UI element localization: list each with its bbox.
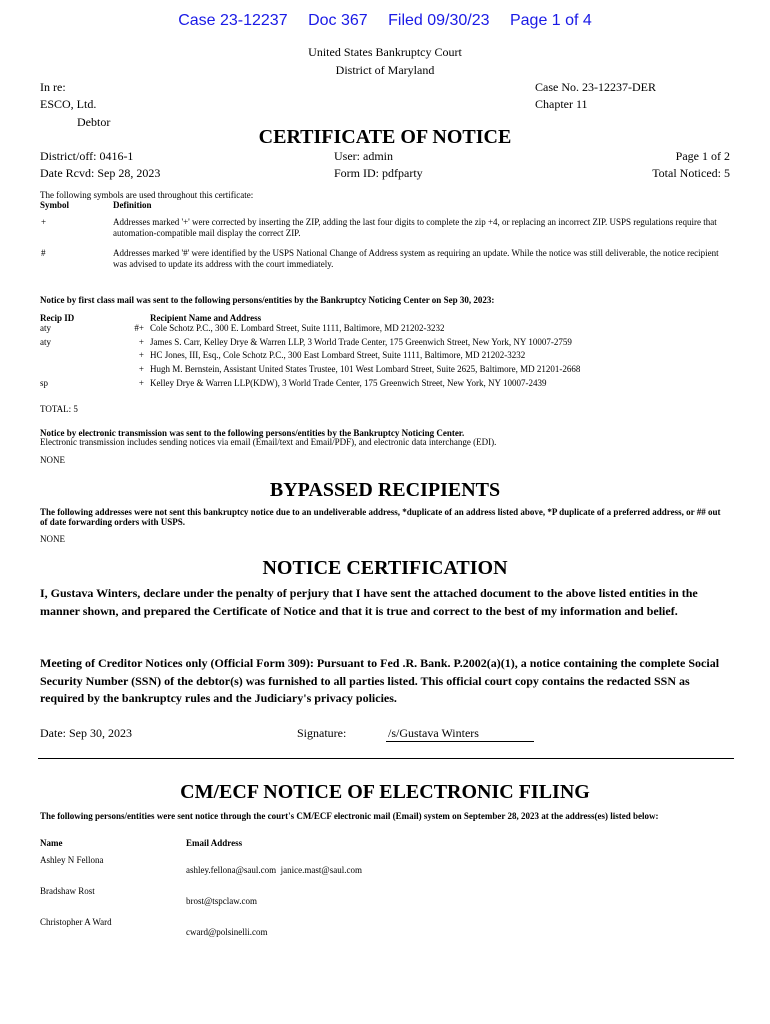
debtor-name: ESCO, Ltd. xyxy=(40,97,97,111)
stamp-page: Page 1 of 4 xyxy=(509,12,592,29)
stamp-filed: Filed 09/30/23 xyxy=(388,12,490,29)
certificate-title: CERTIFICATE OF NOTICE xyxy=(258,126,512,148)
stamp-doc: Doc 367 xyxy=(308,12,368,29)
symbols-intro: The following symbols are used throughout this certificate: xyxy=(40,190,254,200)
electronic-subheading: Electronic transmission includes sending notices via email (Email/text and Email/PDF), and electronic data interchange (EDI). xyxy=(40,437,497,447)
cmecf-email: brost@tspclaw.com xyxy=(186,896,257,906)
recip-address: James S. Carr, Kelley Drye & Warren LLP, 3 World Trade Center, 175 Greenwich Street, New York, NY 10007-2759 xyxy=(150,337,572,347)
recip-mark: #+ xyxy=(134,323,144,333)
cmecf-name: Christopher A Ward xyxy=(40,917,112,927)
cmecf-title: CM/ECF NOTICE OF ELECTRONIC FILING xyxy=(180,781,590,803)
recip-address: Kelley Drye & Warren LLP(KDW), 3 World Trade Center, 175 Greenwich Street, New York, NY 10007-2439 xyxy=(150,378,547,388)
cmecf-email: ashley.fellona@saul.com janice.mast@saul.com xyxy=(186,865,362,875)
cmecf-col-email: Email Address xyxy=(186,838,243,848)
debtor-label: Debtor xyxy=(77,115,111,129)
symbols-col-symbol: Symbol xyxy=(40,200,70,210)
court-filing-stamp xyxy=(0,12,770,30)
symbol-hash-definition: Addresses marked '#' were identified by the USPS National Change of Address system as requiring an update. While the notice was still deliverable, the notice recipient was advised to update its address with the court immediately. xyxy=(113,248,719,269)
symbol-hash: # xyxy=(41,248,46,258)
user: User: admin xyxy=(334,149,393,163)
mail-col-name: Recipient Name and Address xyxy=(150,313,262,323)
recip-mark: + xyxy=(138,337,144,347)
cmecf-col-name: Name xyxy=(40,838,63,848)
district-office: District/off: 0416-1 xyxy=(40,149,134,163)
signature-label: Signature: xyxy=(297,726,347,740)
symbol-plus-definition: Addresses marked '+' were corrected by inserting the ZIP, adding the last four digits to complete the zip +4, or replacing an incorrect ZIP. USPS regulations require that automation-compatible mail display the correct ZIP. xyxy=(113,217,717,238)
cmecf-email: cward@polsinelli.com xyxy=(186,927,268,937)
cmecf-name: Bradshaw Rost xyxy=(40,886,95,896)
meta-page: Page 1 of 2 xyxy=(675,149,730,163)
certification-declaration: I, Gustava Winters, declare under the penalty of perjury that I have sent the attached document to the above listed entities in the manner shown, and prepared the Certificate of Notice and that it is true and correct to the best of my information and belief. xyxy=(40,586,698,618)
recip-id: sp xyxy=(40,378,49,388)
court-name: United States Bankruptcy Court xyxy=(308,45,462,59)
total-noticed: Total Noticed: 5 xyxy=(652,166,730,180)
mail-col-recip: Recip ID xyxy=(40,313,75,323)
court-district: District of Maryland xyxy=(335,63,435,77)
form-id: Form ID: pdfparty xyxy=(334,166,423,180)
recip-address: Cole Schotz P.C., 300 E. Lombard Street, Suite 1111, Baltimore, MD 21202-3232 xyxy=(150,323,445,333)
recip-id: aty xyxy=(40,337,51,347)
electronic-none: NONE xyxy=(40,455,65,465)
recip-mark: + xyxy=(138,364,144,374)
cmecf-text: The following persons/entities were sent notice through the court's CM/ECF electronic mail (Email) system on September 28, 2023 at the address(es) listed below: xyxy=(40,811,659,821)
recip-mark: + xyxy=(138,350,144,360)
recip-mark: + xyxy=(138,378,144,388)
certification-title: NOTICE CERTIFICATION xyxy=(262,557,508,579)
recip-address: HC Jones, III, Esq., Cole Schotz P.C., 300 East Lombard Street, Suite 1111, Baltimore, MD 21202-3232 xyxy=(150,350,526,360)
date-received: Date Rcvd: Sep 28, 2023 xyxy=(40,166,161,180)
electronic-heading: Notice by electronic transmission was sent to the following persons/entities by the Bankruptcy Noticing Center. xyxy=(40,428,465,438)
signature-value: /s/Gustava Winters xyxy=(386,726,534,742)
certification-date: Date: Sep 30, 2023 xyxy=(40,726,132,740)
chapter: Chapter 11 xyxy=(535,97,588,111)
symbol-plus: + xyxy=(41,217,47,227)
case-number: Case No. 23-12237-DER xyxy=(535,80,656,94)
in-re-label: In re: xyxy=(40,80,66,94)
stamp-case: Case 23-12237 xyxy=(178,12,288,29)
section-divider xyxy=(38,758,734,759)
mail-heading: Notice by first class mail was sent to the following persons/entities by the Bankruptcy Noticing Center on Sep 30, 2023: xyxy=(40,295,495,305)
bypassed-none: NONE xyxy=(40,534,65,544)
bypassed-text: The following addresses were not sent this bankruptcy notice due to an undeliverable address, *duplicate of an address listed above, *P duplicate of a preferred address, or ## out of date forwarding orders with USPS. xyxy=(40,507,721,527)
cmecf-name: Ashley N Fellona xyxy=(40,855,104,865)
recip-address: Hugh M. Bernstein, Assistant United States Trustee, 101 West Lombard Street, Suite 2625, Baltimore, MD 21201-2668 xyxy=(150,364,581,374)
mail-total: TOTAL: 5 xyxy=(40,404,78,414)
certification-ssn-notice: Meeting of Creditor Notices only (Official Form 309): Pursuant to Fed .R. Bank. P.2002(a)(1), a notice containing the complete Social Security Number (SSN) of the debtor(s) was furnished to all parties listed. This official court copy contains the redacted SSN as required by the bankruptcy rules and the Judiciary's privacy policies. xyxy=(40,656,720,705)
bypassed-title: BYPASSED RECIPIENTS xyxy=(269,479,501,501)
symbols-col-definition: Definition xyxy=(113,200,152,210)
recip-id: aty xyxy=(40,323,51,333)
